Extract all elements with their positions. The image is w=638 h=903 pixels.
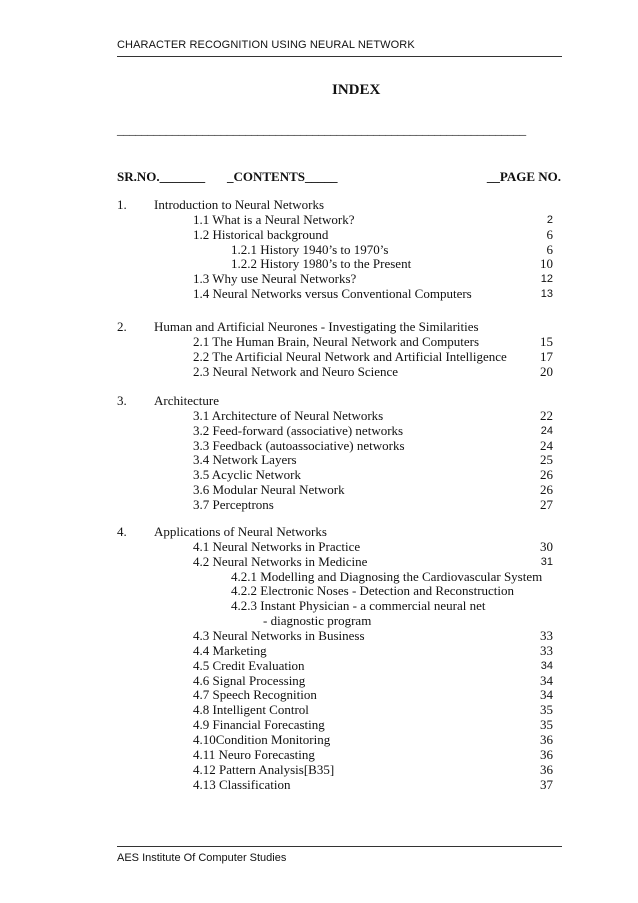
toc-page-number: 13 [540, 288, 553, 301]
toc-entry: - diagnostic program [263, 613, 372, 629]
toc-page-number: 33 [540, 628, 553, 643]
toc-page-number: 31 [540, 555, 553, 568]
separator-rule: ___________________________________________________________________ [117, 122, 526, 137]
toc-entry: 4.2 Neural Networks in Medicine [193, 553, 368, 569]
page-title: INDEX [332, 82, 381, 98]
section-title: Human and Artificial Neurones - Investigating the Similarities [154, 319, 479, 334]
toc-entry: 4.9 Financial Forecasting [193, 717, 325, 733]
toc-page-number: 10 [540, 256, 553, 272]
toc-entry: 3.2 Feed-forward (associative) networks [193, 422, 404, 438]
toc-entry: 4.6 Signal Processing [193, 672, 306, 688]
toc-entry: 1.1 What is a Neural Network? [193, 211, 355, 227]
toc-entry: 1.3 Why use Neural Networks? [193, 271, 357, 287]
toc-entry: 4.2.1 Modelling and Diagnosing the Cardiovascular System [231, 568, 543, 584]
toc-entry: 2.2 The Artificial Neural Network and Artificial Intelligence [193, 348, 507, 364]
toc-entry: 1.2.2 History 1980’s to the Present [231, 256, 412, 272]
toc-page-number: 30 [540, 538, 553, 554]
toc-page-number: 33 [540, 642, 553, 658]
toc-entry: 4.3 Neural Networks in Business [193, 628, 365, 643]
toc-page-number: 12 [540, 273, 553, 286]
column-sr-no: SR.NO._______ [117, 169, 206, 184]
section-number: 1. [117, 197, 127, 212]
column-page-no: __PAGE NO. [486, 169, 561, 184]
toc-page-number: 6 [546, 241, 553, 257]
toc-page-number: 6 [546, 226, 553, 242]
section-number: 4. [117, 524, 127, 539]
toc-entry: 4.11 Neuro Forecasting [193, 746, 315, 762]
footer-rule [117, 846, 562, 847]
toc-entry: 4.1 Neural Networks in Practice [193, 538, 361, 554]
toc-page-number: 22 [540, 407, 553, 423]
toc-entry: 4.12 Pattern Analysis[B35] [193, 761, 335, 777]
column-contents: _CONTENTS_____ [227, 169, 338, 184]
section-title: Architecture [154, 393, 219, 408]
toc-page-number: 34 [540, 687, 553, 703]
toc-entry: 1.4 Neural Networks versus Conventional Computers [193, 286, 472, 302]
toc-page-number: 36 [540, 746, 553, 762]
toc-entry: 3.4 Network Layers [193, 452, 297, 468]
toc-entry: 1.2.1 History 1940’s to 1970’s [231, 241, 389, 257]
toc-entry: 4.7 Speech Recognition [193, 687, 317, 703]
toc-entry: 4.2.2 Electronic Noses - Detection and Reconstruction [231, 583, 515, 599]
toc-entry: 4.4 Marketing [193, 642, 267, 658]
toc-entry: 2.1 The Human Brain, Neural Network and Computers [193, 333, 480, 349]
toc-entry: 3.7 Perceptrons [193, 497, 274, 512]
toc-entry: 4.8 Intelligent Control [193, 702, 309, 718]
toc-page-number: 24 [540, 424, 553, 437]
toc-page-number: 34 [540, 672, 553, 688]
toc-entry: 4.13 Classification [193, 776, 291, 792]
toc-page-number: 15 [540, 333, 553, 349]
toc-page-number: 36 [540, 761, 553, 777]
toc-entry: 4.10Condition Monitoring [193, 731, 331, 747]
running-footer: AES Institute Of Computer Studies [117, 852, 287, 864]
toc-page-number: 17 [540, 348, 553, 364]
toc-page-number: 25 [540, 452, 553, 468]
toc-entry: 4.2.3 Instant Physician - a commercial neural net [231, 598, 486, 614]
running-header: CHARACTER RECOGNITION USING NEURAL NETWORK [117, 39, 415, 51]
toc-entry: 3.6 Modular Neural Network [193, 482, 345, 498]
toc-page-number: 24 [540, 437, 553, 453]
toc-page-number: 34 [540, 659, 553, 672]
toc-entry: 2.3 Neural Network and Neuro Science [193, 363, 399, 379]
section-number: 3. [117, 393, 127, 408]
toc-entry: 3.3 Feedback (autoassociative) networks [193, 437, 405, 453]
toc-page-number: 27 [540, 497, 553, 512]
toc-entry: 4.5 Credit Evaluation [193, 657, 305, 673]
toc-page-number: 35 [540, 717, 553, 733]
toc-page-number: 36 [540, 731, 553, 747]
section-title: Applications of Neural Networks [154, 524, 327, 539]
toc-page-number: 26 [540, 467, 553, 483]
section-number: 2. [117, 319, 127, 334]
toc-page-number: 2 [546, 213, 553, 226]
toc-page-number: 35 [540, 702, 553, 718]
toc-entry: 1.2 Historical background [193, 226, 329, 242]
toc-page-number: 37 [540, 776, 553, 792]
toc-entry: 3.1 Architecture of Neural Networks [193, 407, 384, 423]
toc-page-number: 26 [540, 482, 553, 498]
toc-page-number: 20 [540, 363, 553, 379]
toc-entry: 3.5 Acyclic Network [193, 467, 301, 483]
section-title: Introduction to Neural Networks [154, 197, 325, 212]
